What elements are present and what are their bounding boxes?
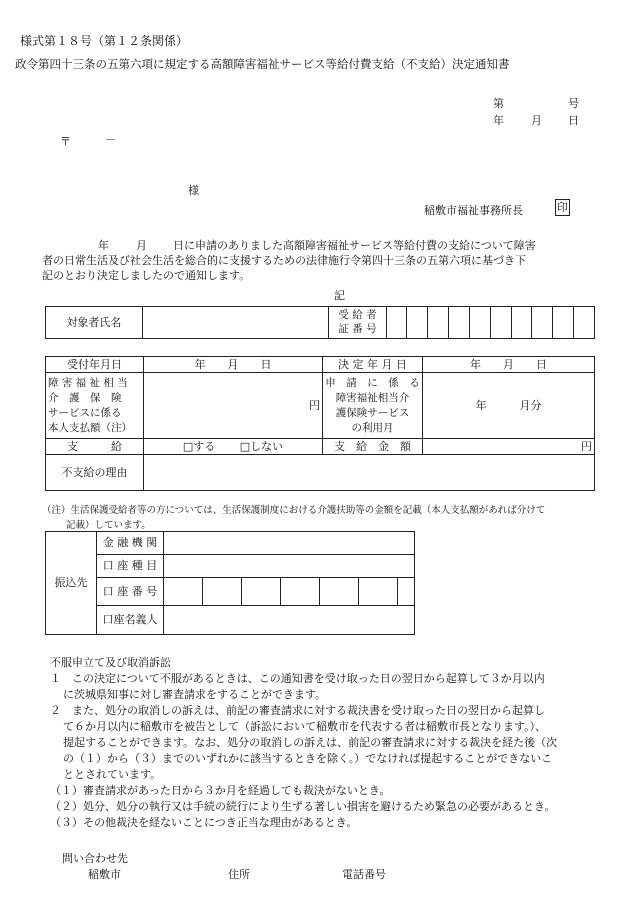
recipient-digit [511, 307, 532, 339]
amount-label: 支 給 金 額 [323, 439, 423, 455]
payment-yes-checkbox[interactable]: □する [182, 439, 216, 453]
appeal-item1: （１）審査請求があった日から３か月を経過しても裁決がないとき。 [50, 784, 391, 797]
appeal-p2-line1: ２ また、処分の取消しの訴えは、前記の審査請求に対する裁決書を受け取った日の翌日から起算し [50, 704, 545, 717]
account-digit [320, 578, 359, 606]
recipient-table [45, 306, 595, 339]
usage-month-label: 申 請 に 係 る 障害福祉相当介 護保険サービス の利用月 [323, 373, 423, 439]
postal-mark: 〒 [60, 135, 71, 148]
contact-heading: 問い合わせ先 [62, 852, 128, 865]
postal-dash: － [105, 133, 116, 146]
appeal-item2: （２）処分、処分の執行又は手続の続行により生ずる著しい損害を避けるため緊急の必要があるとき。 [50, 800, 556, 813]
recipient-digit [428, 307, 449, 339]
date-year: 年 [493, 114, 504, 127]
non-payment-reason-label: 不支給の理由 [46, 455, 144, 491]
note-line2: 記載）しています。 [66, 520, 151, 531]
amount-value: 円 [423, 439, 595, 455]
bank-value [164, 532, 415, 555]
form-number: 様式第１８号（第１２条関係） [20, 34, 189, 48]
payment-no-checkbox[interactable]: □しない [239, 439, 284, 453]
recipient-digit [532, 307, 553, 339]
decision-date-label: 決 定 年 月 日 [323, 357, 423, 373]
payment-options [144, 439, 323, 455]
contact-address-label: 住所 [228, 868, 250, 881]
recipient-digit [407, 307, 428, 339]
account-number-label: 口 座 番 号 [97, 578, 164, 606]
received-date-value: 年 月 日 [144, 357, 323, 373]
intro-year: 年 [98, 239, 109, 252]
appeal-p2-line5: ととされています。 [63, 768, 162, 781]
contact-org: 稲敷市 [88, 868, 121, 881]
appeal-heading: 不服申立て及び取消訴訟 [50, 656, 171, 669]
account-digit [398, 578, 415, 606]
recipient-digit [574, 307, 595, 339]
issuer: 稲敷市福祉事務所長 [424, 204, 523, 217]
account-type-label: 口 座 種 目 [97, 555, 164, 578]
payment-label: 支 給 [46, 439, 144, 455]
addressee-suffix: 様 [188, 184, 199, 197]
account-digit [203, 578, 242, 606]
bank-label: 金 融 機 関 [97, 532, 164, 555]
appeal-p1-line2: に茨城県知事に対し審査請求をすることができます。 [63, 688, 327, 701]
transfer-table [45, 531, 415, 635]
doc-number-dai: 第 [493, 97, 504, 110]
account-holder-label: 口座名義人 [97, 606, 164, 635]
account-digit [242, 578, 281, 606]
doc-number-go: 号 [568, 97, 579, 110]
account-digit [164, 578, 203, 606]
account-digit [359, 578, 398, 606]
appeal-p2-line2: て６か月以内に稲敷市を被告として（訴訟において稲敷市を代表する者は稲敷市長となります。）、 [63, 720, 547, 733]
intro-month: 月 [136, 239, 147, 252]
date-day: 日 [568, 114, 579, 127]
appeal-p1-line1: １ この決定について不服があるときは、この通知書を受け取った日の翌日から起算して３か月以内 [50, 672, 545, 685]
appeal-p2-line4: の（１）から（３）までのいずれかに該当するときを除く。）でなければ提起することができないこ [63, 752, 553, 765]
intro-line2: 者の日常生活及び社会生活を総合的に支援するための法律施行令第四十三条の五第六項に基づき下 [42, 254, 526, 267]
account-holder-value [164, 606, 415, 635]
non-payment-reason-value [144, 455, 595, 491]
self-payment-label: 障 害 福 祉 相 当 介 護 保 険 サービスに係る 本人支払額（注） [46, 373, 144, 439]
transfer-label: 振込先 [46, 532, 97, 635]
note-line1: （注）生活保護受給者等の方については、生活保護制度における介護扶助等の金額を記載（本人支払額があれば分けて [42, 505, 546, 516]
received-date-label: 受付年月日 [46, 357, 144, 373]
recipient-digit [490, 307, 511, 339]
appeal-item3: （３）その他裁決を経ないことにつき正当な理由があるとき。 [50, 816, 358, 829]
seal-stamp: 印 [557, 201, 568, 214]
target-name-label: 対象者氏名 [46, 307, 143, 339]
contact-phone-label: 電話番号 [342, 868, 386, 881]
recipient-digit [386, 307, 407, 339]
recipient-number-label: 受 給 者 証 番 号 [329, 307, 386, 339]
decision-date-value: 年 月 日 [423, 357, 595, 373]
self-payment-value: 円 [144, 373, 323, 439]
intro-line1: 日に申請のありました高額障害福祉サービス等給付費の支給について障害 [173, 239, 536, 252]
ki-heading: 記 [334, 289, 345, 302]
recipient-digit [553, 307, 574, 339]
account-digit [281, 578, 320, 606]
intro-line3: 記のとおり決定しましたので通知します。 [42, 269, 251, 282]
date-month: 月 [531, 114, 542, 127]
recipient-digit [449, 307, 470, 339]
usage-month-value: 年 月分 [423, 373, 595, 439]
document-title: 政令第四十三条の五第六項に規定する高額障害福祉サービス等給付費支給（不支給）決定通知書 [15, 57, 510, 71]
appeal-p2-line3: 提起することができます。なお、処分の取消しの訴えは、前記の審査請求に対する裁決を経た後（次 [63, 736, 558, 749]
recipient-digit [469, 307, 490, 339]
account-type-value [164, 555, 415, 578]
target-name-value [142, 307, 328, 339]
decision-table [45, 356, 595, 491]
